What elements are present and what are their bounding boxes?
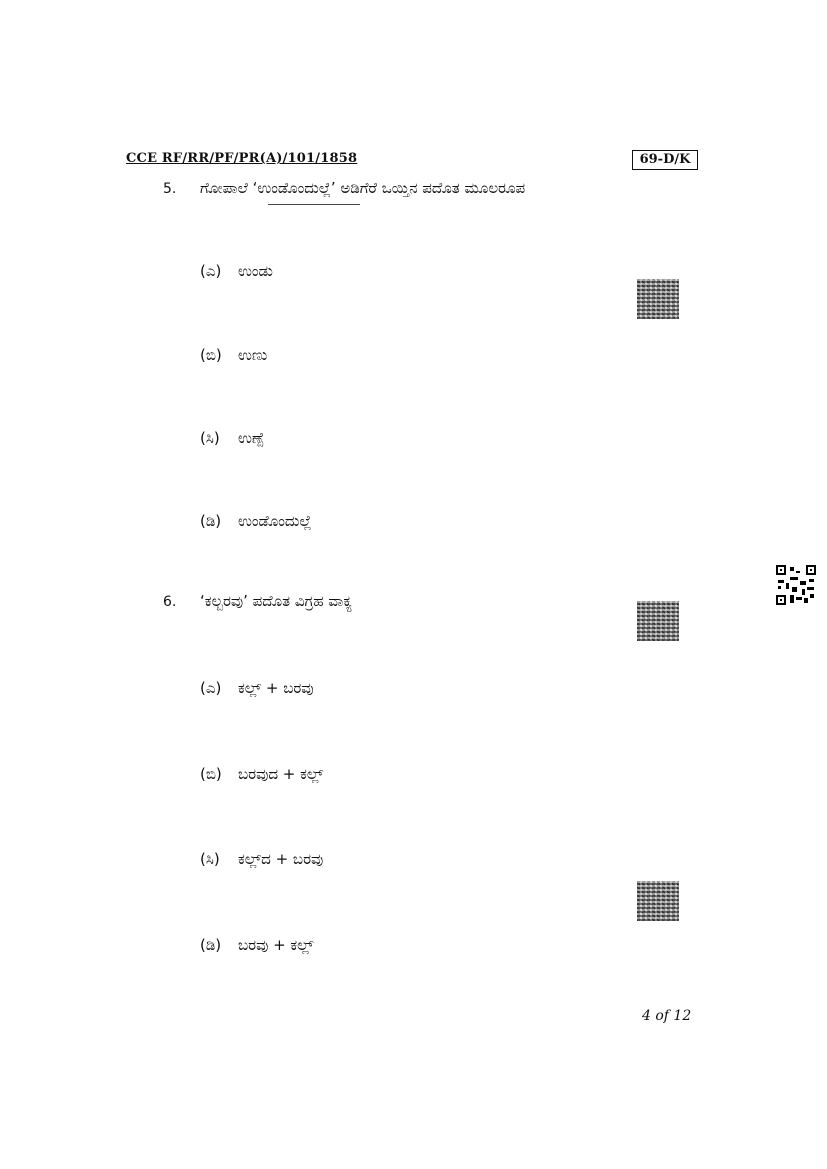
option-text: ಬರವು + ಕಲ್ಲ್: [238, 936, 314, 954]
option-text: ಉಣು: [238, 346, 268, 364]
option-label: (ಬಿ): [200, 765, 222, 783]
security-pattern-block: [637, 601, 679, 641]
page-number: 4 of 12: [642, 1008, 692, 1024]
option-label: (ಎ): [200, 679, 222, 697]
question-6-number: 6.: [163, 594, 177, 610]
exam-code: CCE RF/RR/PF/PR(A)/101/1858: [126, 151, 358, 166]
option-text: ಉಣ್ಪೆ: [238, 429, 264, 447]
question-5-option-a: [200, 262, 273, 280]
question-5-option-d: [200, 512, 311, 530]
question-6-option-a: [200, 679, 314, 697]
option-label: (ಸಿ): [200, 429, 220, 447]
option-text: ಕಲ್ಲ್‌ದ + ಬರವು: [238, 850, 324, 868]
question-5-text: ಗೋಪಾಲೆ ‘ಉಂಡೊಂದುಲ್ಲೆ’ ಅಡಿಗೆರೆ ಒಯ್ತಿನ ಪದೊತ ಮೂಲರೂಪ: [200, 179, 526, 197]
qr-code: [776, 565, 816, 605]
option-text: ಉಂಡೊಂದುಲ್ಲೆ: [238, 512, 312, 530]
question-6-option-c: [200, 850, 323, 868]
option-label: (ಸಿ): [200, 850, 220, 868]
option-text: ಉಂಡು: [238, 262, 273, 280]
question-5-option-b: [200, 346, 267, 364]
question-5-number: 5.: [163, 181, 177, 197]
question-6-option-b: [200, 765, 323, 783]
security-pattern-block: [637, 881, 679, 921]
question-6-option-d: [200, 936, 314, 954]
option-label: (ಡಿ): [200, 512, 222, 530]
option-text: ಬರವುದ + ಕಲ್ಲ್: [238, 765, 324, 783]
question-5-underline: [268, 204, 360, 205]
question-5-option-c: [200, 429, 264, 447]
option-label: (ಬಿ): [200, 346, 222, 364]
option-label: (ಎ): [200, 262, 222, 280]
security-pattern-block: [637, 279, 679, 319]
question-6-text: ‘ಕಲ್ಬರವು’ ಪದೊತ ವಿಗ್ರಹ ವಾಕ್ಯ: [200, 592, 353, 610]
option-text: ಕಲ್ಲ್ + ಬರವು: [238, 679, 314, 697]
paper-code-box: 69-D/K: [632, 150, 698, 170]
option-label: (ಡಿ): [200, 936, 222, 954]
